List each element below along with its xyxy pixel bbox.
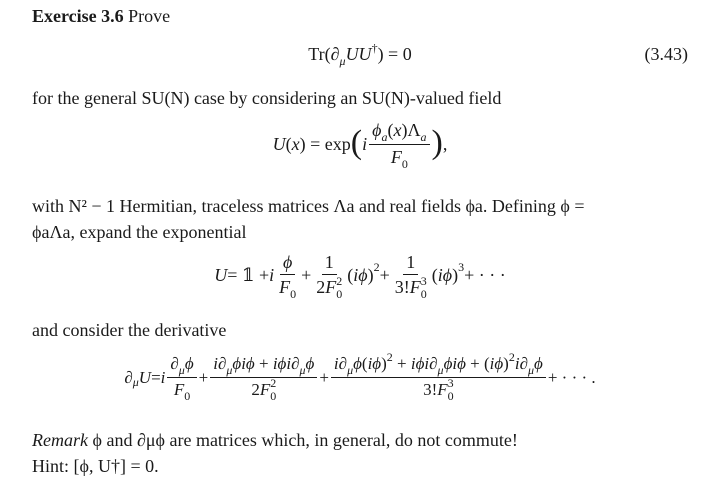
paragraph-matrices-line1: with N² − 1 Hermitian, traceless matrices Λa and real fields ϕa. Defining ϕ =	[32, 196, 585, 216]
exercise-verb: Prove	[128, 6, 171, 26]
equation-exponential-field: U ( x ) = exp ( i $\frac{\phi_a(x)\Lambda_a}{F_0}$ ) ,	[272, 120, 448, 171]
equation-derivative: ∂ μ U = i $\frac{\partial_\mu\phi}{F_0}$ + $\frac{i\partial_\mu\phi i\phi + i\phi i\partial_\mu\phi}{2F_0^2}$ + $\frac{i\partial_\mu\phi(i\phi)^2 + i\phi i\partial_\mu\phi i\phi + (i\phi)^2i\partial_\mu\phi}{3!F_0^3}$ + · · · .	[124, 350, 596, 403]
paragraph-field: for the general SU(N) case by considering an SU(N)-valued field	[32, 88, 502, 108]
hint: Hint: [ϕ, U†] = 0.	[32, 456, 159, 476]
exercise-title: Exercise 3.6	[32, 6, 124, 26]
equation-expansion: U = 𝟙 + i $\frac{\phi}{F_0}$ + $\frac{1}{2F_0^2}$ ( iϕ ) 2 + $\frac{1}{3!F_0^3}$ ( iϕ ) 3 + · · ·	[214, 252, 506, 301]
paragraph-matrices-line2: ϕaΛa, expand the exponential	[32, 222, 247, 242]
remark	[32, 428, 518, 452]
equation-trace: $Tr(\partial_\mu UU^\dagger) = 0$	[308, 41, 412, 68]
paragraph-derivative: and consider the derivative	[32, 320, 227, 340]
exercise-heading	[32, 4, 170, 28]
remark-label: Remark	[32, 430, 88, 450]
remark-text: ϕ and ∂μϕ are matrices which, in general, do not commute!	[92, 430, 518, 450]
equation-number: (3.43)	[644, 44, 688, 64]
